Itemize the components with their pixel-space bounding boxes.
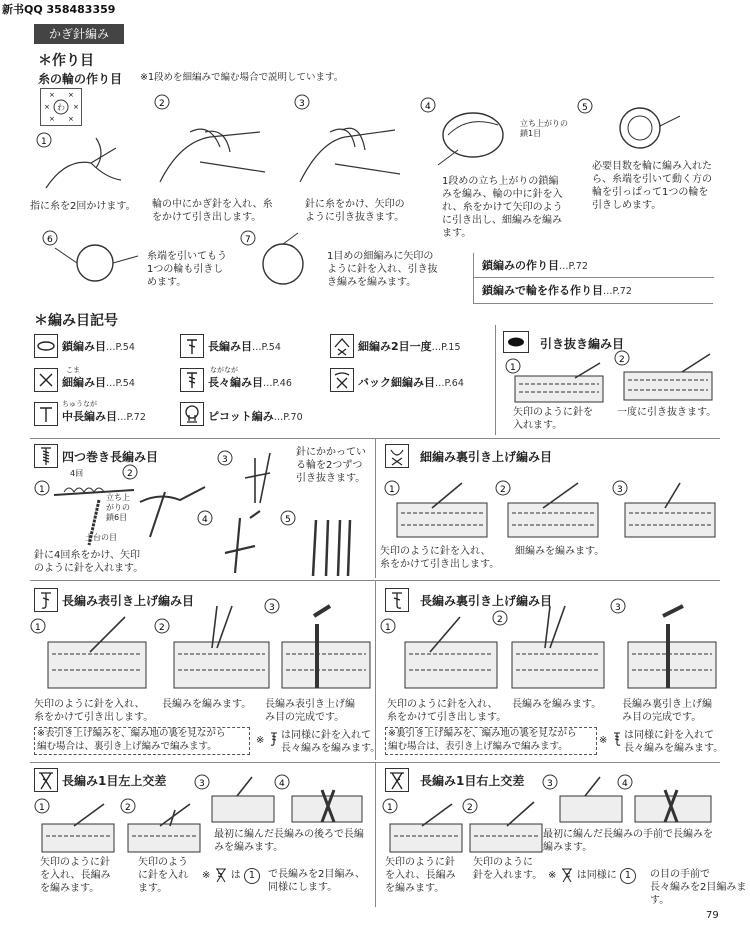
symbol-half-double-crochet[interactable]: ちゅうなが 中長編み目…P.72 bbox=[62, 400, 146, 423]
half-double-crochet-symbol-icon bbox=[34, 402, 58, 426]
step1-text: 指に糸を2回かけます。 bbox=[30, 201, 136, 212]
svg-text:わ: わ bbox=[57, 103, 65, 112]
symbol-double-crochet[interactable]: 長編み目…P.54 bbox=[208, 340, 281, 353]
chain-foundation-links bbox=[473, 253, 714, 303]
step7-text: 1目めの細編みに矢印の ように針を入れ、引き抜 き編みを編みます。 bbox=[327, 251, 438, 288]
watermark-text: 新书QQ 358483359 bbox=[2, 3, 116, 16]
dc-cross-right-note: ※ は同様に 1 bbox=[548, 866, 636, 884]
ring-illustration-step7 bbox=[238, 228, 318, 290]
dc-cross-right-step2-text: 矢印のように 針を入れます。 bbox=[473, 857, 543, 881]
symbol-chain[interactable]: 鎖編み目…P.54 bbox=[62, 340, 135, 353]
dc-cross-right-step3-text: 最初に編んだ長編みの手前で長編みを 編みます。 bbox=[543, 829, 713, 853]
symbol-picot[interactable]: ピコット編み…P.70 bbox=[208, 410, 303, 423]
section-title-symbols: ＊編み目記号 bbox=[34, 313, 118, 329]
tr-cross-right-symbol-icon bbox=[560, 867, 574, 883]
quadruple-treble-illustration-4 bbox=[195, 508, 275, 578]
step6-text: 糸端を引いてもう 1つの輪も引きし めます。 bbox=[147, 251, 227, 288]
dc-cross-left-note: ※ は 1 bbox=[202, 866, 260, 884]
dc-front-post-note2-text: は同様に針を入れて 長々編みを編みます。 bbox=[281, 730, 381, 754]
dc-cross-left-illustration-3 bbox=[192, 772, 277, 824]
svg-text:2: 2 bbox=[125, 803, 131, 813]
dc-front-post-illustration-3 bbox=[262, 596, 374, 692]
dc-back-post-note2: ※ bbox=[599, 728, 622, 747]
dc-cross-left-step1-text: 矢印のように針 を入れ、長編み を編みます。 bbox=[40, 857, 111, 894]
slip-stitch-symbol-icon bbox=[503, 331, 529, 353]
hand-illustration-step1 bbox=[36, 118, 131, 198]
dc-cross-right-illustration-4 bbox=[615, 772, 715, 824]
dc-cross-right-illustration-1 bbox=[382, 796, 467, 854]
step3-text: 針に糸をかけ、矢印の ように引き抜きます。 bbox=[305, 199, 405, 223]
svg-text:2: 2 bbox=[500, 485, 506, 495]
sc2tog-symbol-icon bbox=[330, 334, 354, 358]
double-crochet-symbol-icon bbox=[180, 334, 204, 358]
svg-text:3: 3 bbox=[615, 603, 621, 613]
sc-back-post-step2-text: 細編みを編みます。 bbox=[515, 546, 605, 557]
dc-back-post-symbol-icon bbox=[385, 588, 409, 612]
dc-front-post-title: 長編み表引き上げ編み目 bbox=[62, 594, 195, 608]
dc-front-post-note2: ※ bbox=[256, 728, 279, 747]
svg-text:1: 1 bbox=[387, 803, 393, 813]
dc-front-post-illustration-1 bbox=[30, 612, 150, 692]
treble-front-post-symbol-icon bbox=[269, 731, 279, 747]
svg-text:3: 3 bbox=[269, 603, 275, 613]
dc-front-post-step2-text: 長編みを編みます。 bbox=[162, 699, 252, 710]
svg-text:4: 4 bbox=[622, 779, 628, 789]
dc-cross-left-title: 長編み1目左上交差 bbox=[62, 774, 167, 788]
hand-illustration-step2 bbox=[150, 92, 270, 192]
treble-back-post-symbol-icon bbox=[612, 731, 622, 747]
ring-illustration-step4 bbox=[418, 95, 513, 170]
quadruple-treble-title: 四つ巻き長編み目 bbox=[62, 450, 159, 464]
step5-text: 必要目数を輪に編み入れた ら、糸端を引いて動く方の 輪を引っぱって1つの輪を 引きしめます。 bbox=[592, 161, 712, 211]
quadruple-treble-symbol-icon bbox=[34, 444, 58, 468]
svg-text:4: 4 bbox=[202, 515, 208, 525]
section-title-sakurime: ＊作り目 bbox=[38, 53, 94, 69]
dc-cross-left-symbol-icon bbox=[34, 768, 58, 792]
sc-back-post-symbol-icon bbox=[385, 444, 409, 468]
dc-cross-left-illustration-1 bbox=[34, 796, 119, 854]
svg-text:4: 4 bbox=[425, 102, 431, 112]
label-4-times: 4回 bbox=[70, 469, 84, 478]
ring-illustration-step5 bbox=[575, 96, 685, 156]
dc-cross-left-step2-text: 矢印のよう に針を入れ ます。 bbox=[138, 857, 188, 894]
dc-back-post-illustration-2 bbox=[490, 598, 608, 692]
svg-text:1: 1 bbox=[39, 803, 45, 813]
sc-back-post-illustration-2 bbox=[493, 478, 603, 540]
page-number: 79 bbox=[706, 910, 719, 921]
svg-text:×: × bbox=[49, 115, 55, 123]
dc-back-post-illustration-1 bbox=[380, 612, 500, 692]
symbol-treble-crochet[interactable]: ながなが 長々編み目…P.46 bbox=[208, 366, 292, 389]
svg-text:3: 3 bbox=[299, 99, 305, 109]
step4-label: 立ち上がりの 鎖1目 bbox=[520, 119, 568, 138]
sc-back-post-illustration-3 bbox=[610, 478, 720, 540]
symbol-single-crochet[interactable]: こま 細編み目…P.54 bbox=[62, 366, 135, 389]
dc-front-post-step1-text: 矢印のように針を入れ、 糸をかけて引き出します。 bbox=[34, 699, 154, 723]
dc-back-post-illustration-3 bbox=[608, 596, 720, 692]
dc-cross-right-step1-text: 矢印のように針 を入れ、長編み を編みます。 bbox=[385, 857, 456, 894]
slip-stitch-step2-text: 一度に引き抜きます。 bbox=[617, 407, 717, 418]
quadruple-treble-illustration-3 bbox=[215, 448, 290, 508]
svg-text:3: 3 bbox=[222, 455, 228, 465]
dc-cross-right-title: 長編み1目右上交差 bbox=[420, 774, 525, 788]
sc-back-post-illustration-1 bbox=[382, 478, 492, 540]
svg-text:1: 1 bbox=[39, 485, 45, 495]
svg-text:1: 1 bbox=[389, 485, 395, 495]
step2-text: 輪の中にかぎ針を入れ、糸 をかけて引き出します。 bbox=[152, 199, 273, 223]
picot-symbol-icon bbox=[180, 402, 204, 426]
svg-text:1: 1 bbox=[41, 137, 47, 147]
circled-number: 1 bbox=[244, 868, 260, 884]
svg-text:×: × bbox=[73, 103, 79, 111]
svg-text:×: × bbox=[68, 115, 74, 123]
dc-front-post-symbol-icon bbox=[34, 588, 58, 612]
step4-text: 1段めの立ち上がりの鎖編 みを編み、輪の中に針を入 れ、糸をかけて矢印のよう に引き出し、細編みを編み ます。 bbox=[442, 176, 563, 239]
svg-text:6: 6 bbox=[47, 235, 53, 245]
slip-stitch-illustration-2 bbox=[612, 350, 717, 405]
label-base-stitch: 土台の目 bbox=[85, 533, 117, 542]
subtitle-itonowa: 糸の輪の作り目 bbox=[38, 72, 123, 86]
reverse-single-crochet-symbol-icon bbox=[330, 368, 354, 392]
dc-back-post-note2-text: は同様に針を入れて 長々編みを編みます。 bbox=[624, 730, 724, 754]
quadruple-treble-illustration-5 bbox=[278, 508, 368, 580]
svg-text:2: 2 bbox=[467, 803, 473, 813]
dc-back-post-note-box: ※裏引き上げ編みを、編み地の裏を見ながら 編む場合は、表引き上げ編みで編みます。 bbox=[385, 727, 597, 755]
chain-stitch-symbol-icon bbox=[34, 334, 58, 358]
dc-front-post-note-box: ※表引き上げ編みを、編み地の裏を見ながら 編む場合は、裏引き上げ編みで編みます。 bbox=[34, 727, 250, 755]
symbol-reverse-sc[interactable]: バック細編み目…P.64 bbox=[358, 376, 464, 389]
svg-text:1: 1 bbox=[510, 363, 516, 373]
dc-front-post-step3-text: 長編み表引き上げ編 み目の完成です。 bbox=[265, 699, 355, 723]
svg-text:3: 3 bbox=[617, 485, 623, 495]
quadruple-treble-step3-text: 針にかかってい る輪を2つずつ 引き抜きます。 bbox=[296, 447, 366, 484]
slip-stitch-illustration-1 bbox=[505, 358, 610, 406]
circled-number: 1 bbox=[620, 868, 636, 884]
link-chain-foundation[interactable]: 鎖編みの作り目…P.72 bbox=[482, 259, 588, 272]
dc-back-post-step1-text: 矢印のように針を入れ、 糸をかけて引き出します。 bbox=[387, 699, 507, 723]
svg-text:×: × bbox=[49, 91, 55, 99]
svg-text:2: 2 bbox=[619, 355, 625, 365]
slip-stitch-step1-text: 矢印のように針を 入れます。 bbox=[513, 407, 593, 431]
svg-text:5: 5 bbox=[582, 103, 588, 113]
note-first-row: ※1段めを細編みで編む場合で説明しています。 bbox=[140, 72, 344, 83]
section-tab: かぎ針編み bbox=[34, 24, 124, 44]
single-crochet-symbol-icon bbox=[34, 368, 58, 392]
dc-back-post-step2-text: 長編みを編みます。 bbox=[512, 699, 602, 710]
label-chain6: 立ち上 がりの 鎖6目 bbox=[106, 493, 130, 522]
dc-cross-right-illustration-2 bbox=[462, 796, 547, 854]
dc-back-post-title: 長編み裏引き上げ編み目 bbox=[420, 594, 553, 608]
svg-text:×: × bbox=[68, 91, 74, 99]
dc-cross-left-note-tail: で長編みを2目編み、 同様にします。 bbox=[268, 869, 365, 893]
dc-back-post-step3-text: 長編み裏引き上げ編 み目の完成です。 bbox=[622, 699, 712, 723]
svg-text:4: 4 bbox=[279, 779, 285, 789]
hand-illustration-step3 bbox=[290, 92, 405, 192]
dc-cross-right-illustration-3 bbox=[540, 772, 625, 824]
sc-back-post-step1-text: 矢印のように針を入れ、 糸をかけて引き出します。 bbox=[380, 546, 500, 570]
dc-front-post-illustration-2 bbox=[152, 598, 272, 692]
link-chain-ring-foundation[interactable]: 鎖編みで輪を作る作り目…P.72 bbox=[482, 284, 632, 297]
symbol-sc2tog[interactable]: 細編み2目一度…P.15 bbox=[358, 340, 461, 353]
treble-crochet-symbol-icon bbox=[180, 368, 204, 392]
svg-text:3: 3 bbox=[547, 779, 553, 789]
svg-text:1: 1 bbox=[35, 623, 41, 633]
svg-text:7: 7 bbox=[245, 235, 251, 245]
quadruple-treble-step1-text: 針に4回糸をかけ、矢印 のように針を入れます。 bbox=[34, 550, 144, 574]
tr-cross-left-symbol-icon bbox=[214, 867, 228, 883]
svg-text:2: 2 bbox=[497, 615, 503, 625]
dc-cross-left-illustration-4 bbox=[272, 772, 367, 824]
svg-text:2: 2 bbox=[127, 469, 133, 479]
ring-illustration-step6 bbox=[40, 228, 140, 288]
svg-text:5: 5 bbox=[285, 515, 291, 525]
dc-cross-right-note-tail: の目の手前で 長々編みを2目編みます。 bbox=[650, 869, 747, 906]
svg-text:2: 2 bbox=[159, 623, 165, 633]
slip-stitch-title: 引き抜き編み目 bbox=[540, 337, 625, 351]
svg-text:×: × bbox=[44, 103, 50, 111]
svg-text:2: 2 bbox=[159, 99, 165, 109]
dc-cross-left-step3-text: 最初に編んだ長編みの後ろで長編 みを編みます。 bbox=[214, 829, 364, 853]
svg-text:1: 1 bbox=[385, 623, 391, 633]
sc-back-post-title: 細編み裏引き上げ編み目 bbox=[420, 450, 553, 464]
svg-text:3: 3 bbox=[199, 779, 205, 789]
dc-cross-right-symbol-icon bbox=[385, 768, 409, 792]
